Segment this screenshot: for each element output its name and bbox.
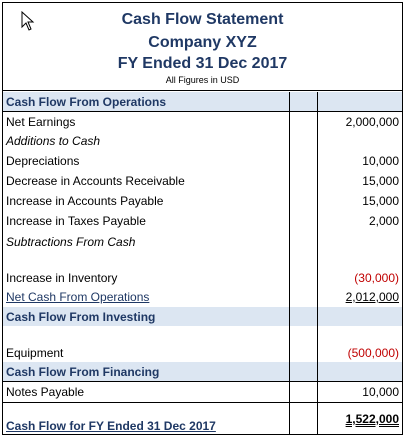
taxes-payable-row — [3, 211, 402, 231]
accounts-payable-row — [3, 191, 402, 211]
section-title: Cash Flow From Investing — [6, 309, 156, 324]
section-title: Cash Flow From Operations — [6, 94, 167, 109]
company-name: Company XYZ — [148, 34, 257, 51]
row-label: Cash Flow for FY Ended 31 Dec 2017 — [6, 419, 216, 433]
subtractions-row — [3, 231, 402, 253]
row-value: 2,012,000 — [345, 290, 399, 304]
row-value: 10,000 — [318, 381, 402, 402]
accounts-receivable-row — [3, 171, 402, 191]
row-label: Notes Payable — [3, 381, 289, 402]
section-financing-row — [3, 362, 402, 381]
fiscal-period: FY Ended 31 Dec 2017 — [117, 55, 288, 72]
row-label: Increase in Inventory — [6, 271, 118, 285]
inventory-row — [3, 253, 402, 287]
row-value: 1,522,000 — [345, 412, 399, 426]
notes-payable-row — [3, 381, 402, 402]
row-value: (500,000) — [347, 346, 399, 360]
row-label: Subtractions From Cash — [6, 235, 136, 249]
net-cash-operations-row — [3, 287, 402, 307]
row-value: 15,000 — [362, 194, 399, 208]
statement-header — [3, 3, 402, 91]
row-label: Equipment — [6, 346, 64, 360]
row-value: 2,000,000 — [318, 111, 402, 131]
row-label: Net Cash From Operations — [6, 290, 150, 304]
row-value: 2,000 — [368, 214, 399, 228]
row-label: Increase in Accounts Payable — [6, 194, 164, 208]
additions-row — [3, 131, 402, 151]
row-label: Increase in Taxes Payable — [6, 214, 146, 228]
row-label: Additions to Cash — [6, 134, 101, 148]
row-label: Depreciations — [6, 154, 80, 168]
row-label: Decrease in Accounts Receivable — [6, 174, 185, 188]
cash-flow-sheet — [2, 2, 403, 435]
units-note: All Figures in USD — [165, 75, 240, 85]
row-label: Net Earnings — [3, 111, 289, 131]
statement-title: Cash Flow Statement — [121, 11, 284, 28]
equipment-row — [3, 326, 402, 362]
net-earnings-row — [3, 111, 402, 131]
section-investing-row — [3, 307, 402, 326]
total-cash-flow-row — [3, 402, 402, 435]
section-operations-row — [3, 92, 402, 111]
row-value: 10,000 — [362, 154, 399, 168]
depreciations-row — [3, 151, 402, 171]
section-title: Cash Flow From Financing — [6, 364, 160, 379]
row-value: 15,000 — [362, 174, 399, 188]
row-value: (30,000) — [354, 271, 399, 285]
